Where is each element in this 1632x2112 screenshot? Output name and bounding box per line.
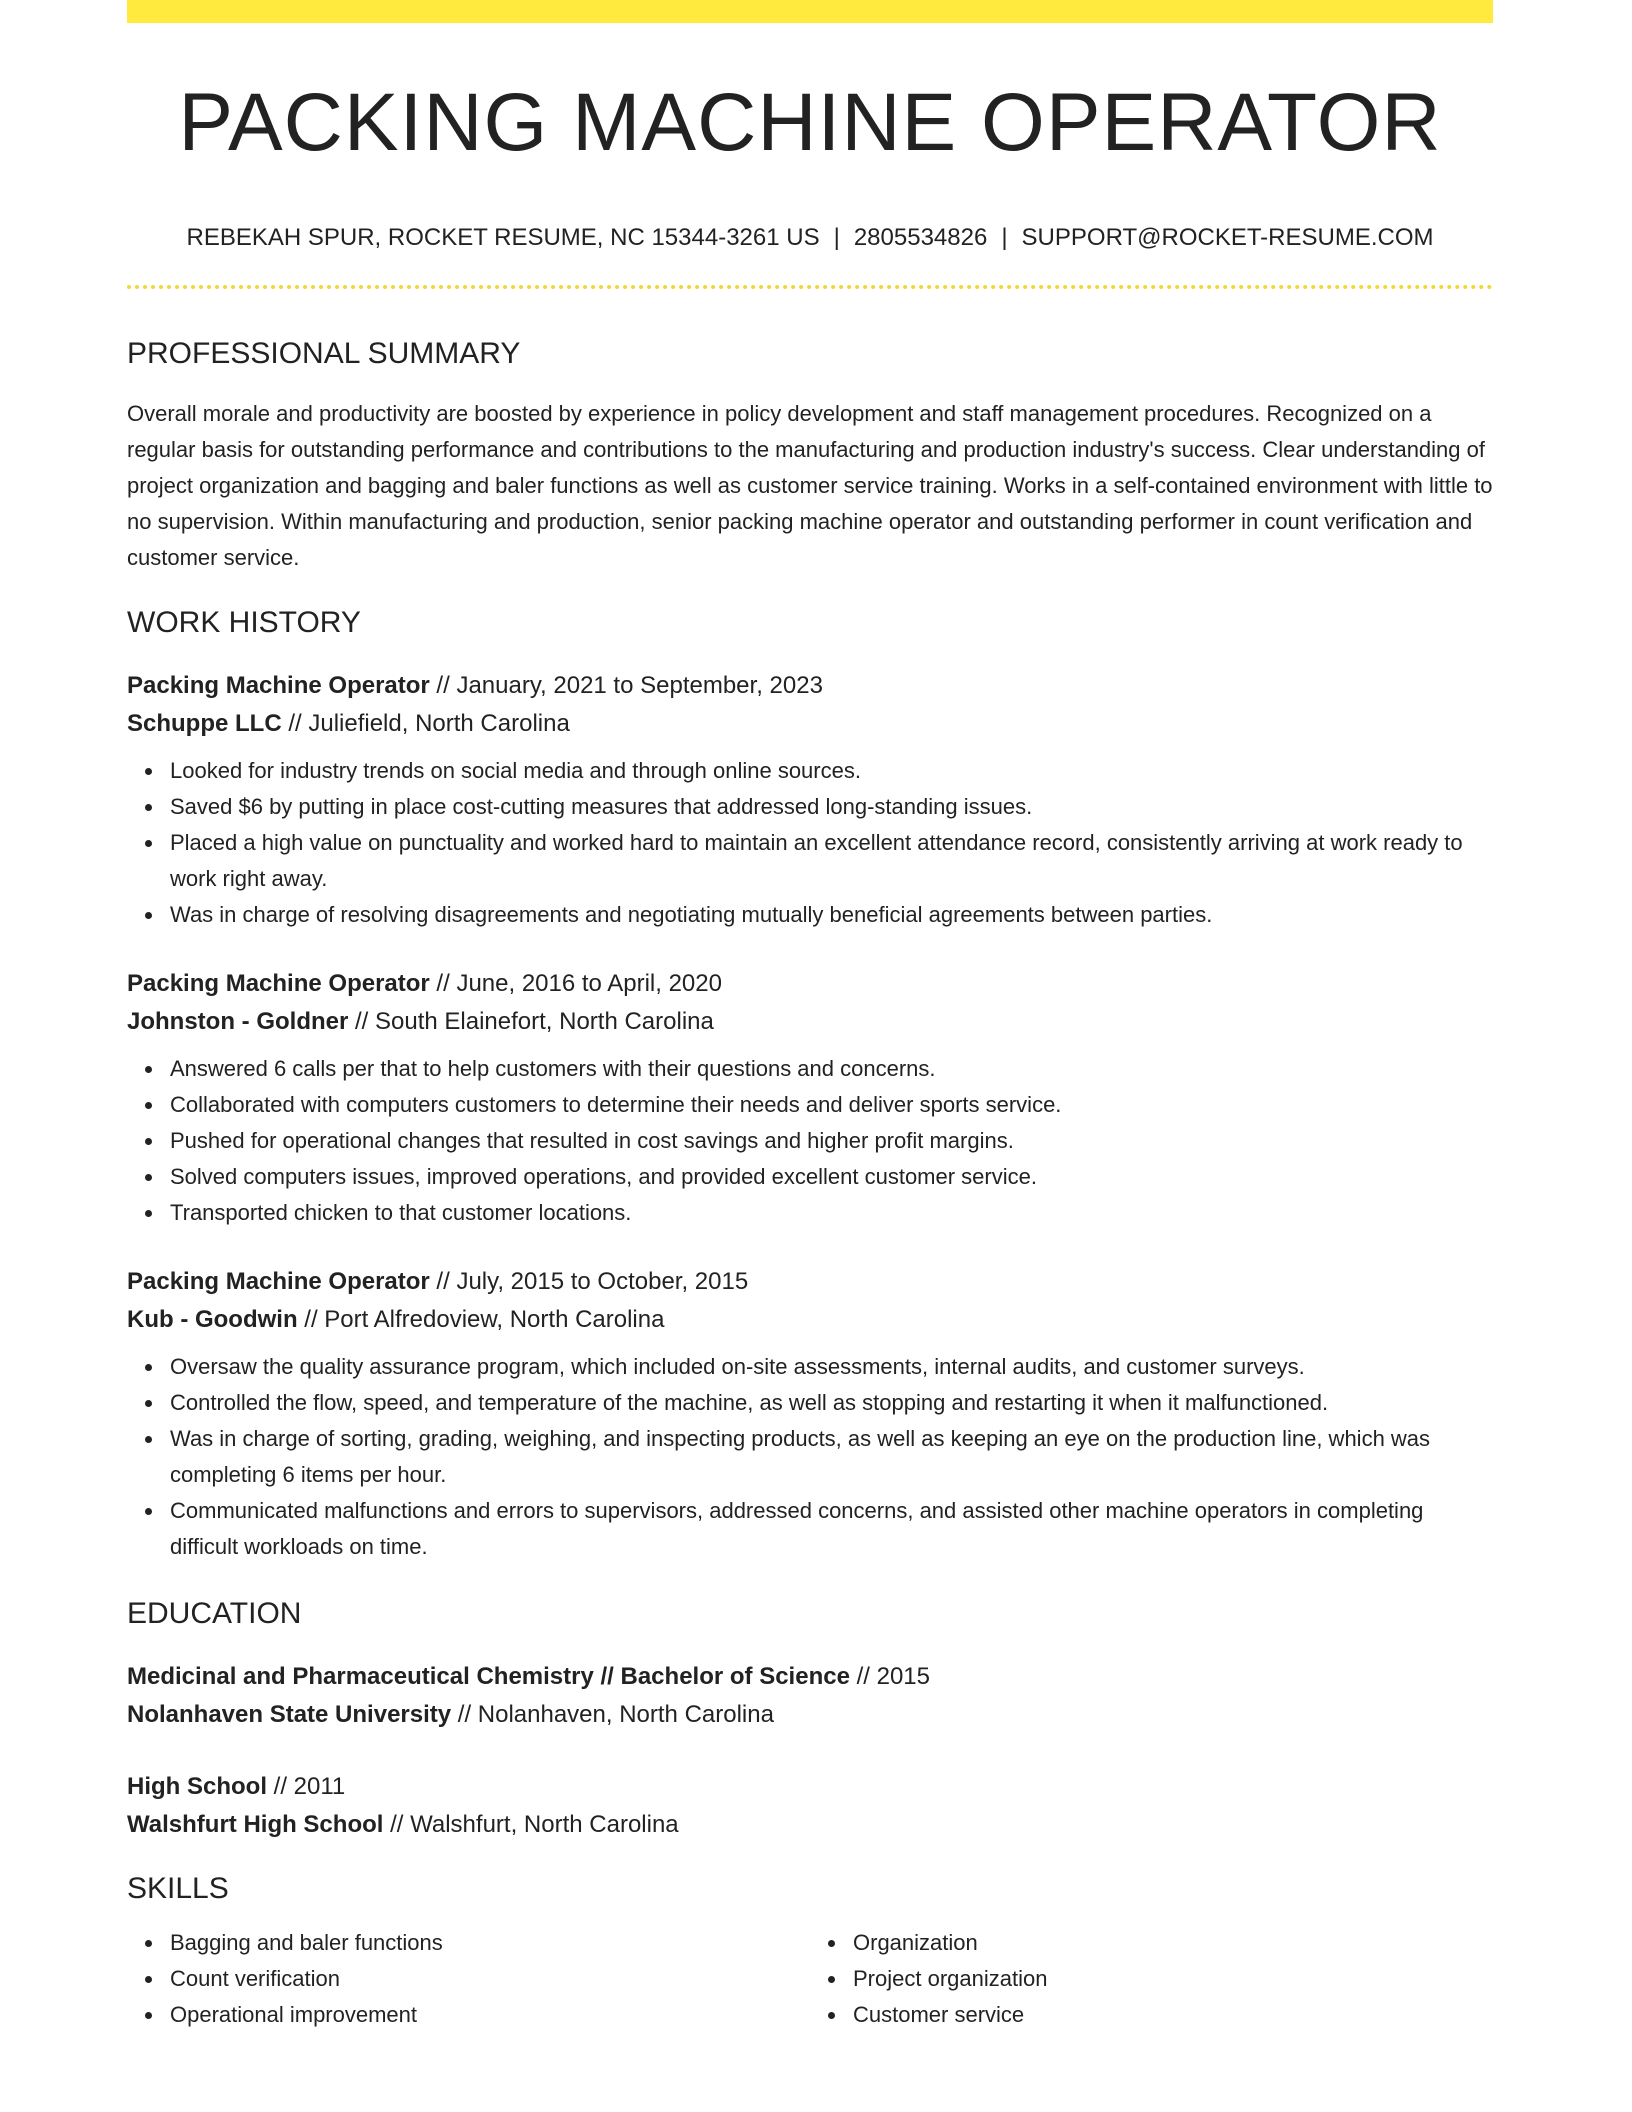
job-bullets [127,753,1493,933]
job-bullets [127,1349,1493,1565]
list-item: Customer service [853,1997,1493,2033]
job-location: // South Elainefort, North Carolina [348,1007,714,1035]
skills-grid [127,1925,1493,2033]
education-heading: EDUCATION [127,1596,302,1630]
list-item: Oversaw the quality assurance program, which included on-site assessments, internal audits, and customer surveys. [170,1349,1493,1385]
skills-column-right [810,1925,1493,2033]
contact-phone: 2805534826 [853,224,988,251]
contact-address: REBEKAH SPUR, ROCKET RESUME, NC 15344-3261 US [186,224,820,251]
education-school: Walshfurt High School [127,1810,384,1838]
education-school: Nolanhaven State University [127,1700,452,1728]
list-item: Bagging and baler functions [170,1925,810,1961]
education-location: // Nolanhaven, North Carolina [451,1700,774,1728]
education-location: // Walshfurt, North Carolina [383,1810,679,1838]
list-item: Count verification [170,1961,810,1997]
job-company: Kub - Goodwin [127,1305,298,1333]
education-entry [127,1768,1493,1844]
contact-line [127,224,1493,253]
list-item: Project organization [853,1961,1493,1997]
job-company-line [127,1301,1493,1339]
list-item: Collaborated with computers customers to determine their needs and deliver sports service. [170,1087,1493,1123]
education-degree: Medicinal and Pharmaceutical Chemistry // Bachelor of Science [127,1662,850,1690]
job-entry [127,1263,1493,1565]
list-item: Communicated malfunctions and errors to supervisors, addressed concerns, and assisted other machine operators in completing difficult workloads on time. [170,1493,1493,1565]
job-dates: // June, 2016 to April, 2020 [429,969,722,997]
list-item: Placed a high value on punctuality and worked hard to maintain an excellent attendance record, consistently arriving at work ready to work right away. [170,825,1493,897]
resume-page [127,0,1493,2033]
contact-separator: | [833,224,840,251]
education-entry [127,1658,1493,1734]
list-item: Saved $6 by putting in place cost-cutting measures that addressed long-standing issues. [170,789,1493,825]
job-location: // Port Alfredoview, North Carolina [297,1305,665,1333]
contact-email: SUPPORT@ROCKET-RESUME.COM [1021,224,1434,251]
list-item: Organization [853,1925,1493,1961]
summary-text: Overall morale and productivity are boosted by experience in policy development and staff management procedures. Recognized on a regular basis for outstanding performance and contributions to the manufacturing and production industry's success. Clear understanding of project organization and bagging and baler functions as well as customer service training. Works in a self-contained environment with little to no supervision. Within manufacturing and production, senior packing machine operator and outstanding performer in count verification and customer service. [127,400,1493,570]
education-year: // 2011 [267,1772,346,1800]
page-title: PACKING MACHINE OPERATOR [178,77,1442,168]
education-year: // 2015 [849,1662,930,1690]
job-bullets [127,1051,1493,1231]
skills-column-left [127,1925,810,2033]
education-school-line [127,1696,1493,1734]
job-role: Packing Machine Operator [127,671,430,699]
contact-separator: | [1001,224,1008,251]
job-dates: // July, 2015 to October, 2015 [429,1267,749,1295]
accent-bar [127,0,1493,23]
job-title-line [127,667,1493,705]
list-item: Transported chicken to that customer locations. [170,1195,1493,1231]
education-degree-line [127,1768,1493,1806]
list-item: Answered 6 calls per that to help customers with their questions and concerns. [170,1051,1493,1087]
education-degree: High School [127,1772,267,1800]
education-school-line [127,1806,1493,1844]
job-role: Packing Machine Operator [127,969,430,997]
job-company: Schuppe LLC [127,709,282,737]
job-company-line [127,705,1493,743]
job-role: Packing Machine Operator [127,1267,430,1295]
dotted-divider [127,285,1493,289]
job-location: // Juliefield, North Carolina [281,709,570,737]
list-item: Was in charge of sorting, grading, weighing, and inspecting products, as well as keeping an eye on the production line, which was completing 6 items per hour. [170,1421,1493,1493]
education-degree-line [127,1658,1493,1696]
list-item: Was in charge of resolving disagreements and negotiating mutually beneficial agreements between parties. [170,897,1493,933]
job-company-line [127,1003,1493,1041]
job-entry [127,965,1493,1231]
skills-heading: SKILLS [127,1871,229,1905]
list-item: Pushed for operational changes that resulted in cost savings and higher profit margins. [170,1123,1493,1159]
job-title-line [127,1263,1493,1301]
job-title-line [127,965,1493,1003]
job-dates: // January, 2021 to September, 2023 [429,671,823,699]
list-item: Controlled the flow, speed, and temperature of the machine, as well as stopping and restarting it when it malfunctioned. [170,1385,1493,1421]
summary-heading: PROFESSIONAL SUMMARY [127,336,521,370]
job-company: Johnston - Goldner [127,1007,349,1035]
list-item: Looked for industry trends on social media and through online sources. [170,753,1493,789]
list-item: Operational improvement [170,1997,810,2033]
job-entry [127,667,1493,933]
work-history-heading: WORK HISTORY [127,605,361,639]
list-item: Solved computers issues, improved operations, and provided excellent customer service. [170,1159,1493,1195]
